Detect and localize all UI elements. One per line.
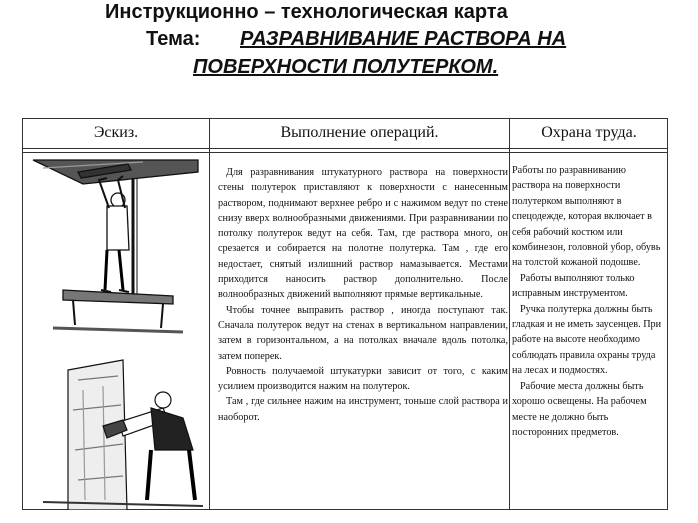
sketch-illustrations — [23, 150, 209, 510]
safety-paragraph: Работы выполняют только исправным инструментом. — [512, 272, 635, 300]
topic-label: Тема: — [146, 28, 201, 50]
operations-paragraph: Там , где сильнее нажим на инструмент, тоньше слой раствора и наоборот. — [218, 396, 508, 423]
column-header-safety: Охрана труда. — [510, 119, 668, 149]
instruction-table — [22, 118, 668, 510]
topic-title-line-2: ПОВЕРХНОСТИ ПОЛУТЕРКОМ. — [193, 56, 499, 78]
safety-paragraph: Работы по разравниванию раствора на поверхности полутерком выполняют в спецодежде, которая включает в себя рабочий костюм или комбинезон, головной убор, обувь на толстой кожаной подошве. — [512, 165, 661, 269]
column-header-operations: Выполнение операций. — [210, 119, 509, 149]
safety-text — [512, 163, 662, 440]
wall-plastering-sketch — [43, 360, 203, 510]
column-divider — [509, 119, 510, 509]
document-heading — [0, 0, 698, 92]
operations-paragraph: Чтобы точнее выправить раствор , иногда поступают так. Сначала полутерок ведут на стенах в вертикальном направлении, затем в горизонтальном, а на потолках вначале вдоль потолка, затем поперек. — [218, 304, 508, 362]
operations-paragraph: Ровность получаемой штукатурки зависит от того, с каким усилием производится нажим на полутерок. — [218, 365, 508, 393]
column-header-sketch: Эскиз. — [23, 119, 209, 149]
operations-text — [218, 165, 508, 425]
topic-title-line-1: РАЗРАВНИВАНИЕ РАСТВОРА НА — [240, 28, 567, 50]
safety-paragraph: Ручка полутерка должны быть гладкая и не иметь заусенцев. При работе на высоте необходимо соблюдать правила охраны труда на лесах и подмостях. — [512, 303, 662, 377]
column-divider — [209, 119, 210, 509]
ceiling-plastering-sketch — [33, 160, 198, 332]
document-title: Инструкционно – технологическая карта — [105, 1, 508, 23]
safety-paragraph: Рабочие места должны быть хорошо освещены. На рабочем месте не должно быть посторонних предметов. — [512, 380, 647, 438]
operations-paragraph: Для разравнивания штукатурного раствора на поверхности стены полутерок приставляют к поверхности с нанесенным раствором, поднимают верхнее ребро и с нажимом ведут по стене снизу вверх волнообразными движениями. При разравнивании по потолку полутерок ведут на себя. Там, где раствора много, он срезается и собирается на полотне полутерка. Там , где его недостает, снятый излишний раствор намазывается. Местами приходится наносить раствор дополнительно. После волнообразных движений выполняют прямые вертикальные. — [218, 167, 508, 301]
